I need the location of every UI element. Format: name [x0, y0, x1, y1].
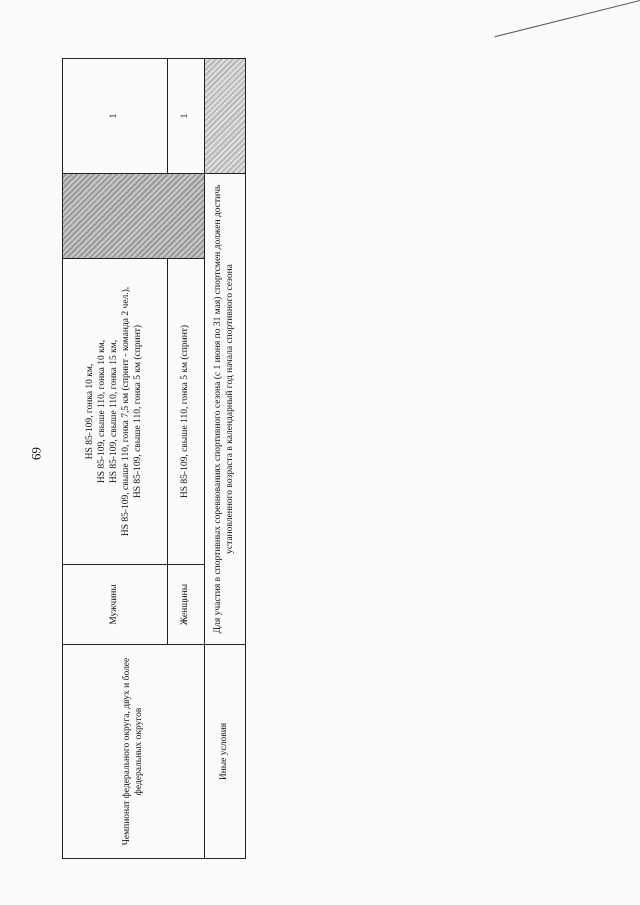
grey-shaded-cell	[63, 174, 205, 259]
table-row-other-conditions	[205, 59, 246, 859]
requirements-table	[62, 58, 246, 859]
page-number: 69	[29, 447, 44, 460]
value-women: 1	[168, 59, 205, 174]
discipline-line: HS 85-109, гонка 10 км,	[85, 363, 96, 460]
gender-women: Женщины	[168, 565, 205, 645]
other-conditions-label: Иные условия	[205, 645, 246, 859]
disciplines-women	[168, 259, 205, 565]
table-row-men	[63, 59, 168, 859]
discipline-line: HS 85-109, свыше 110, гонка 5 км (спринт)	[132, 324, 143, 499]
discipline-line: HS 85-109, свыше 110, гонка 7,5 км (спринт - команда 2 чел.),	[120, 286, 131, 537]
disciplines-men	[63, 259, 168, 565]
discipline-line: HS 85-109, свыше 110, гонка 15 км,	[109, 339, 120, 484]
other-conditions-text: Для участия в спортивных соревнованиях спортивного сезона (с 1 июня по 31 мая) спортсмен должен достичь установленного возраста в календарный год начала спортивного сезона	[205, 174, 246, 645]
value-men: 1	[63, 59, 168, 174]
discipline-line: HS 85-109, свыше 110, гонка 5 км (спринт)	[180, 324, 191, 499]
grey-shaded-cell	[205, 59, 246, 174]
discipline-line: HS 85-109, свыше 110, гонка 10 км,	[97, 339, 108, 484]
competition-cell: Чемпионат федерального округа, двух и более федеральных округов	[63, 645, 205, 859]
gender-men: Мужчины	[63, 565, 168, 645]
rotated-document-table	[62, 59, 235, 859]
scan-edge-line	[494, 0, 640, 37]
